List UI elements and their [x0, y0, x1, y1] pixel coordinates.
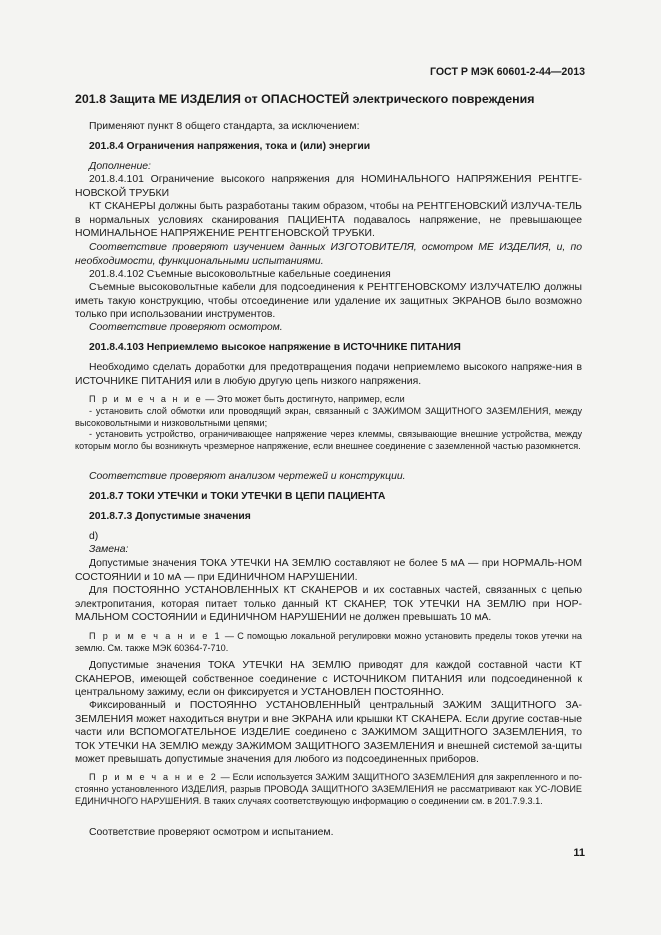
note-1-label: П р и м е ч а н и е 1: [89, 631, 222, 641]
clause-201-8-4-102-text: Съемные высоковольтные кабели для подсоединения к РЕНТГЕНОВСКОМУ ИЗЛУЧАТЕЛЮ должны иметь такую конструкцию, чтобы отсоединение или удаление их защитных ЭКРАНОВ было возможно только при использовании инструментов.: [75, 282, 582, 320]
note-2-label: П р и м е ч а н и е 2: [89, 772, 218, 782]
clause-201-8-7-3-p1: Допустимые значения ТОКА УТЕЧКИ НА ЗЕМЛЮ составляют не более 5 мА — при НОРМАЛЬ-НОМ СОСТОЯНИИ и 10 мА — при ЕДИНИЧНОМ НАРУШЕНИИ.: [75, 558, 582, 583]
note-item-2: - установить устройство, ограничивающее напряжение через клеммы, связывающие внешние устройства, между которым могло бы возникнуть чрезмерное напряжение, если внешнее соединение с заземленной частью разомкнется.: [75, 429, 582, 451]
note-1: [75, 631, 582, 655]
intro-text: Применяют пункт 8 общего стандарта, за исключением:: [89, 121, 360, 132]
clause-201-8-4-101-title: 201.8.4.101 Ограничение высокого напряжения для НОМИНАЛЬНОГО НАПРЯЖЕНИЯ РЕНТГЕ-НОВСКОЙ ТРУБКИ: [75, 174, 582, 199]
clause-201-8-7-3-p3: Допустимые значения ТОКА УТЕЧКИ НА ЗЕМЛЮ приводят для каждой составной части КТ СКАНЕРОВ, имеющей собственное соединение с ИСТОЧНИКОМ ПИТАНИЯ или подсоединенной к центральному зажиму, если он фиксируется и УСТАНОВЛЕН ПОСТОЯННО.: [75, 660, 582, 698]
clause-201-8-4-101-text: КТ СКАНЕРЫ должны быть разработаны таким образом, чтобы на РЕНТГЕНОВСКИЙ ИЗЛУЧА-ТЕЛЬ в нормальных условиях сканирования ПАЦИЕНТА подавалось напряжение, не превышающее НОМИНАЛЬНОЕ НАПРЯЖЕНИЕ РЕНТГЕНОВСКОЙ ТРУБКИ.: [75, 201, 582, 239]
clause-201-8-7-3-p4: Фиксированный и ПОСТОЯННО УСТАНОВЛЕННЫЙ центральный ЗАЖИМ ЗАЩИТНОГО ЗА-ЗЕМЛЕНИЯ может находиться внутри и вне ЭКРАНА или крышки КТ СКАНЕРА. Если другие состав-ные части или ВСПОМОГАТЕЛЬНОЕ ИЗДЕЛИЕ соединено с ЗАЖИМОМ ЗАЩИТНОГО ЗАЗЕМЛЕНИЯ, то ТОК УТЕЧКИ НА ЗЕМЛЮ между ЗАЖИМОМ ЗАЩИТНОГО ЗАЗЕМЛЕНИЯ и внешней системой за-щиты может превышать допустимые значения для любого из подсоединенных приборов.: [75, 700, 582, 765]
note-2: [75, 772, 582, 807]
addition-label: Дополнение:: [89, 161, 151, 172]
heading-201-8-7: 201.8.7 ТОКИ УТЕЧКИ и ТОКИ УТЕЧКИ В ЦЕПИ ПАЦИЕНТА: [89, 491, 386, 502]
note-label: П р и м е ч а н и е: [89, 394, 203, 404]
page-number: 11: [573, 847, 585, 859]
clause-201-8-4-103-compliance: Соответствие проверяют анализом чертежей и конструкции.: [89, 471, 406, 482]
note-2-text: — Если используется ЗАЖИМ ЗАЩИТНОГО ЗАЗЕМЛЕНИЯ для закрепленного и по-стоянно установленного ИЗДЕЛИЯ, разрыв ПРОВОДА ЗАЩИТНОГО ЗАЗЕМЛЕНИЯ не рассматривают как УС-ЛОВИЕ ЕДИНИЧНОГО НАРУШЕНИЯ. В таких случаях соответствующую информацию о соединении см. в 201.7.9.3.1.: [75, 772, 583, 806]
clause-201-8-4-101-compliance: Соответствие проверяют изучением данных ИЗГОТОВИТЕЛЯ, осмотром ME ИЗДЕЛИЯ, и, по необходимости, функциональными испытаниями.: [75, 242, 582, 267]
section-title: 201.8 Защита ME ИЗДЕЛИЯ от ОПАСНОСТЕЙ электрического повреждения: [75, 92, 535, 106]
clause-201-8-4-102-title: 201.8.4.102 Съемные высоковольтные кабельные соединения: [89, 269, 391, 280]
clause-201-8-7-3-compliance: Соответствие проверяют осмотром и испытанием.: [89, 827, 334, 838]
note-item-1: - установить слой обмотки или проводящий экран, связанный с ЗАЖИМОМ ЗАЩИТНОГО ЗАЗЕМЛЕНИЯ, между высоковольтными и низковольтными цепями;: [75, 406, 582, 428]
note-1-text: — С помощью локальной регулировки можно установить пределы токов утечки на землю. См. также МЭК 60364-7-710.: [75, 631, 582, 653]
replacement-label: Замена:: [89, 544, 129, 555]
clause-201-8-4-102-compliance: Соответствие проверяют осмотром.: [89, 322, 283, 333]
document-code: ГОСТ Р МЭК 60601-2-44—2013: [429, 66, 585, 78]
note-text: — Это может быть достигнуто, например, если: [202, 394, 405, 404]
clause-201-8-7-3-p2: Для ПОСТОЯННО УСТАНОВЛЕННЫХ КТ СКАНЕРОВ и их составных частей, связанных с цепью электропитания, которая питает только данный КТ СКАНЕР, ТОК УТЕЧКИ НА ЗЕМЛЮ при НОР-МАЛЬНОМ СОСТОЯНИИ и ЕДИНИЧНОМ НАРУШЕНИИ не должен превышать 10 мА.: [75, 585, 582, 623]
heading-201-8-7-3: 201.8.7.3 Допустимые значения: [89, 511, 251, 522]
note-201-8-4-103: [75, 394, 582, 406]
clause-201-8-4-103-text: Необходимо сделать доработки для предотвращения подачи неприемлемо высокого напряже-ния в ИСТОЧНИКЕ ПИТАНИЯ или в любую другую цепь низкого напряжения.: [75, 362, 582, 387]
heading-201-8-4: 201.8.4 Ограничения напряжения, тока и (или) энергии: [89, 141, 371, 152]
heading-201-8-4-103: 201.8.4.103 Неприемлемо высокое напряжение в ИСТОЧНИКЕ ПИТАНИЯ: [89, 342, 461, 353]
item-d: d): [89, 531, 99, 542]
